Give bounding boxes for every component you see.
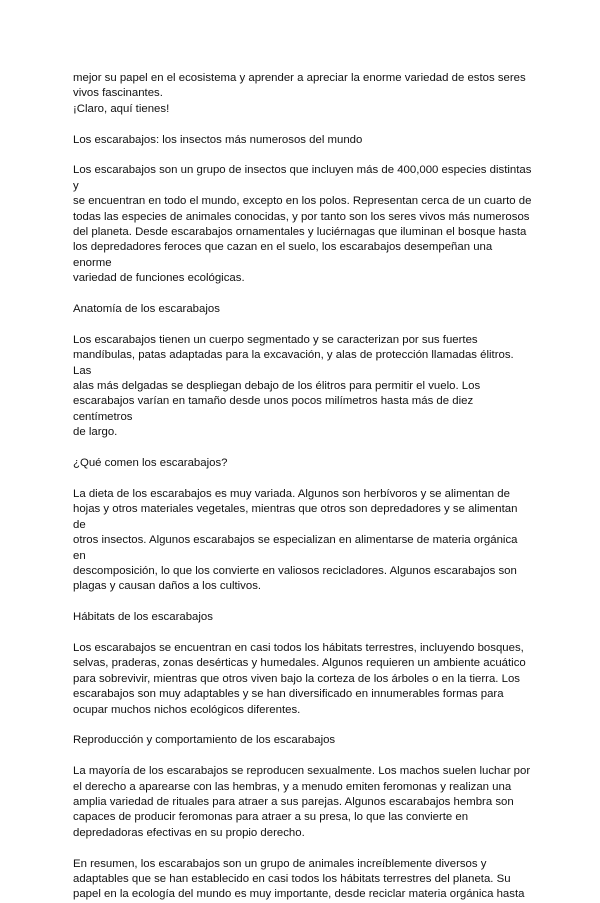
document-body — [73, 71, 533, 903]
section-body-reproduction: La mayoría de los escarabajos se reproducen sexualmente. Los machos suelen luchar por el derecho a aparearse con las hembras, y a menudo emiten feromonas y realizan una amplia variedad de rituales para atraer a sus parejas. Algunos escarabajos hembra son capaces de producir feromonas para atraer a su presa, lo que las convierte en depredadoras efectivas en su propio derecho. — [73, 765, 531, 839]
section-heading-intro: Los escarabajos: los insectos más numerosos del mundo — [73, 133, 363, 146]
conclusion-paragraph: En resumen, los escarabajos son un grupo de animales increíblemente diversos y adaptables que se han establecido en casi todos los hábitats terrestres del planeta. Su papel en la ecología del mundo es muy importante, desde reciclar materia orgánica hasta — [73, 857, 525, 901]
section-heading-diet: ¿Qué comen los escarabajos? — [73, 457, 228, 470]
section-body-habitats: Los escarabajos se encuentran en casi todos los hábitats terrestres, incluyendo bosques, selvas, praderas, zonas desérticas y humedales. Algunos requieren un ambiente acuático para sobrevivir, mientras que otros viven bajo la corteza de los árboles o en la tierra. Los escarabajos son muy adaptables y se han diversificado en innumerables formas para ocupar muchos nichos ecológicos diferentes. — [73, 641, 526, 716]
intro-continuation: mejor su papel en el ecosistema y aprender a apreciar la enorme variedad de estos seres vivos fascinantes. — [73, 72, 526, 100]
intro-reply: ¡Claro, aquí tienes! — [73, 102, 170, 115]
section-body-anatomy: Los escarabajos tienen un cuerpo segmentado y se caracterizan por sus fuertes mandíbulas, patas adaptadas para la excavación, y alas de protección llamadas élitros. Las alas más delgadas se despliegan debajo de los élitros para permitir el vuelo. Los escarabajos varían en tamaño desde unos pocos milímetros hasta más de diez centímetros de largo. — [73, 333, 514, 439]
section-body-intro: Los escarabajos son un grupo de insectos que incluyen más de 400,000 especies distintas y se encuentran en todo el mundo, excepto en los polos. Representan cerca de un cuarto de todas las especies de animales conocidas, y por tanto son los seres vivos más numerosos del planeta. Desde escarabajos ornamentales y luciérnagas que iluminan el bosque hasta los depredadores feroces que cazan en el suelo, los escarabajos desempeñan una enorme variedad de funciones ecológicas. — [73, 164, 532, 285]
section-heading-reproduction: Reproducción y comportamiento de los escarabajos — [73, 734, 336, 747]
section-heading-anatomy: Anatomía de los escarabajos — [73, 303, 220, 316]
section-heading-habitats: Hábitats de los escarabajos — [73, 611, 213, 624]
section-body-diet: La dieta de los escarabajos es muy variada. Algunos son herbívoros y se alimentan de hojas y otros materiales vegetales, mientras que otros son depredadores y se alimentan de otros insectos. Algunos escarabajos se especializan en alimentarse de materia orgánica en descomposición, lo que los convierte en valiosos recicladores. Algunos escarabajos son plagas y causan daños a los cultivos. — [73, 487, 518, 593]
